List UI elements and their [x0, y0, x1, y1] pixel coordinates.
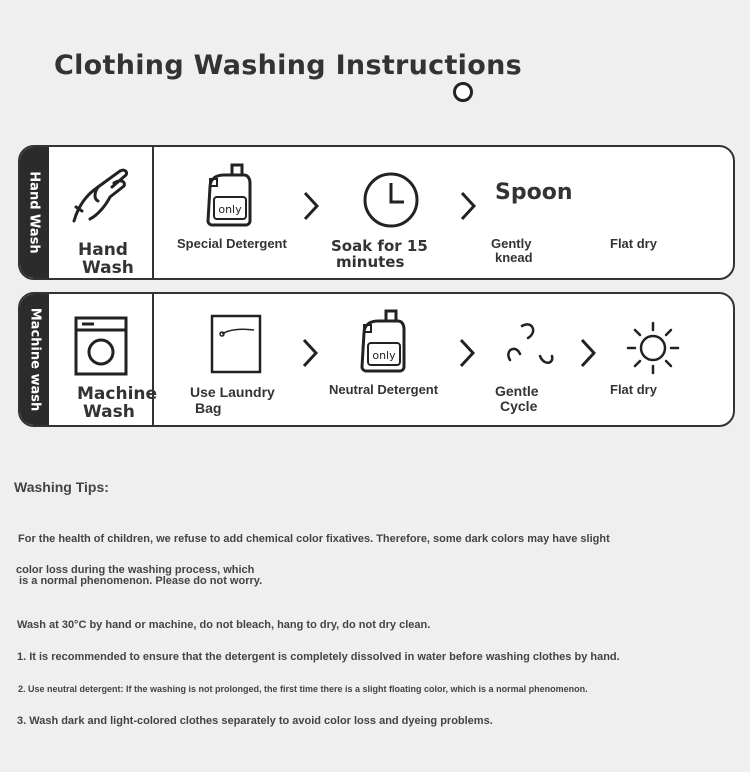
hand-wash-mode-label	[78, 241, 134, 277]
soak-line1: Soak for 15	[331, 237, 428, 255]
chevron-right-icon	[460, 191, 476, 221]
knead-line1: Gently	[491, 236, 532, 251]
tip-paragraph-line3: is a normal phenomenon. Please do not worry.	[16, 575, 263, 587]
laundry-bag-label	[190, 384, 275, 416]
page-title: Clothing Washing Instructions	[54, 50, 522, 81]
hand-wash-mode-line1: Hand	[78, 240, 128, 260]
detergent-badge: only	[218, 203, 242, 216]
machine-wash-tab	[20, 294, 49, 425]
tip-item-2: 2. Use neutral detergent: If the washing is not prolonged, the first time there is a slight floating color, which is a normal phenomenon.	[18, 684, 588, 694]
gentle-cycle-icon	[504, 320, 558, 372]
sun-icon	[626, 321, 680, 375]
hand-flat-dry-label: Flat dry	[610, 236, 657, 251]
bag-line1: Use Laundry	[190, 384, 275, 400]
panel-divider	[152, 147, 154, 278]
tip-paragraph-line1: For the health of children, we refuse to add chemical color fixatives. Therefore, some dark colors may have slight	[18, 533, 610, 545]
tips-heading: Washing Tips:	[14, 479, 109, 495]
machine-wash-tab-label: Machine wash	[27, 307, 42, 412]
hand-icon	[68, 165, 134, 229]
tip-wash-rule: Wash at 30°C by hand or machine, do not bleach, hang to dry, do not dry clean.	[17, 619, 431, 631]
tip-item-3: 3. Wash dark and light-colored clothes separately to avoid color loss and dyeing problems.	[17, 715, 493, 727]
hand-wash-tab-label: Hand Wash	[27, 171, 43, 254]
chevron-right-icon	[303, 191, 319, 221]
detergent-badge: only	[372, 349, 396, 362]
knead-line2: knead	[495, 250, 533, 265]
clock-icon	[362, 171, 420, 229]
tip-paragraph-line2: color loss during the washing process, which	[16, 564, 255, 576]
cycle-line2: Cycle	[500, 398, 538, 414]
chevron-right-icon	[580, 338, 596, 368]
tip-item-1: 1. It is recommended to ensure that the detergent is completely dissolved in water before washing clothes by hand.	[17, 651, 620, 663]
laundry-bag-icon	[210, 314, 262, 374]
machine-wash-panel	[18, 292, 735, 427]
hand-wash-mode-line2: Wash	[82, 258, 134, 278]
machine-flat-dry-label: Flat dry	[610, 382, 657, 397]
hand-wash-tab	[20, 147, 49, 278]
machine-wash-mode-label	[77, 385, 157, 421]
chevron-right-icon	[302, 338, 318, 368]
spoon-text: Spoon	[495, 180, 573, 205]
knead-label	[491, 237, 533, 265]
neutral-detergent-label: Neutral Detergent	[329, 382, 439, 397]
hand-wash-panel	[18, 145, 735, 280]
detergent-bottle-icon	[204, 163, 254, 227]
machine-wash-mode-line1: Machine	[77, 384, 158, 404]
soak-line2: minutes	[336, 253, 405, 271]
bag-line2: Bag	[195, 400, 222, 416]
detergent-bottle-icon	[358, 309, 408, 373]
soak-label	[331, 238, 428, 270]
machine-wash-mode-line2: Wash	[83, 402, 135, 422]
ring-icon	[453, 82, 473, 102]
washing-machine-icon	[74, 316, 128, 376]
chevron-right-icon	[459, 338, 475, 368]
gentle-cycle-label	[495, 384, 539, 414]
special-detergent-label: Special Detergent	[177, 236, 287, 251]
cycle-line1: Gentle	[495, 383, 539, 399]
